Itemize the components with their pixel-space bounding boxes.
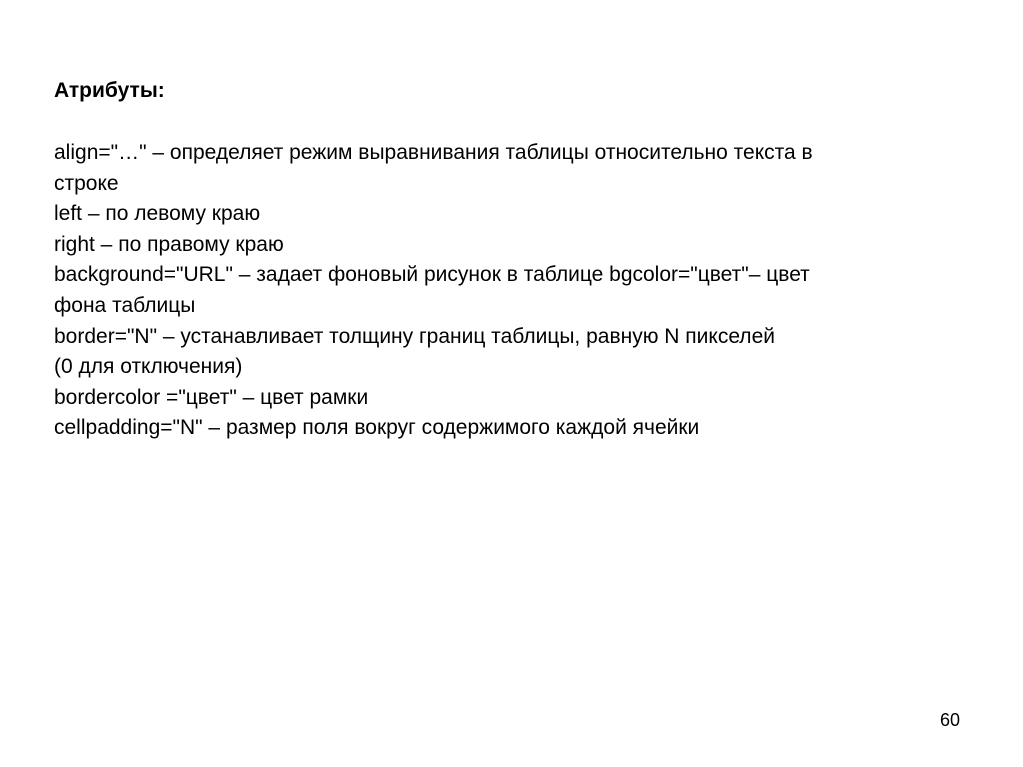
- attribute-line-left: left – по левому краю: [54, 202, 261, 226]
- attribute-line-background-continued: фона таблицы: [54, 293, 196, 317]
- attribute-line-border-continued: (0 для отключения): [54, 355, 243, 379]
- attribute-line-cellpadding: cellpadding="N" – размер поля вокруг содержимого каждой ячейки: [54, 416, 700, 440]
- attribute-line-align-continued: строке: [54, 171, 119, 195]
- attribute-line-background: background="URL" – задает фоновый рисунок в таблице bgcolor="цвет"– цвет: [54, 263, 810, 287]
- attribute-line-bordercolor: bordercolor ="цвет" – цвет рамки: [54, 385, 369, 409]
- page-number: 60: [940, 710, 961, 730]
- attribute-line-right: right – по правому краю: [54, 232, 284, 256]
- attribute-line-border: border="N" – устанавливает толщину границ таблицы, равную N пикселей: [54, 324, 775, 348]
- attribute-line-align: align="…" – определяет режим выравнивания таблицы относительно текста в: [54, 141, 813, 164]
- slide-heading: Атрибуты:: [54, 79, 165, 102]
- attribute-list: [54, 138, 813, 444]
